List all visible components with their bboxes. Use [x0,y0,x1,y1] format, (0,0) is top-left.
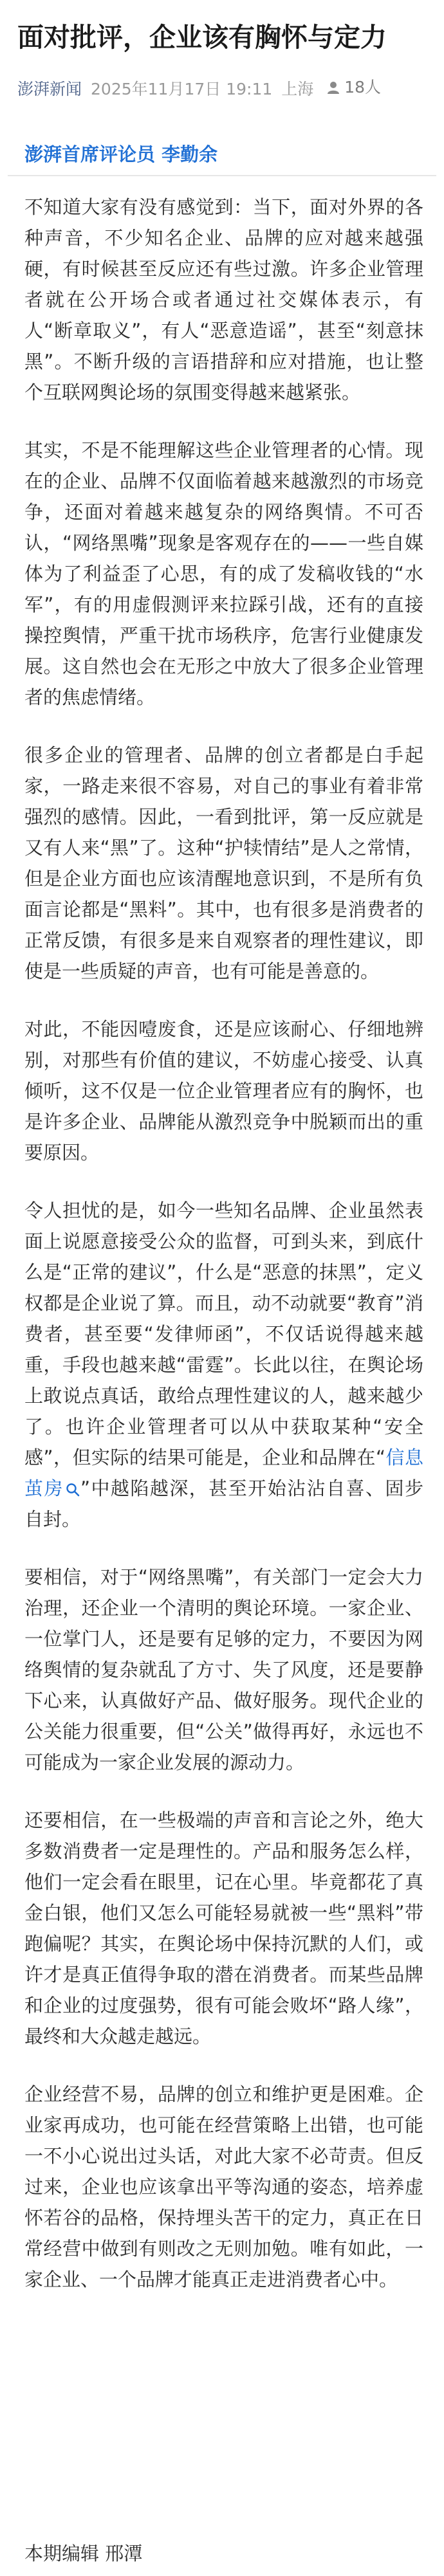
paragraph-4: 对此，不能因噎废食，还是应该耐心、仔细地辨别，对那些有价值的建议，不妨虚心接受、认真倾听，这不仅是一位企业管理者应有的胸怀，也是许多企业、品牌能从激烈竞争中脱颖而出的重要原因。 [24,1018,423,1164]
publish-date: 2025年11月17日 19:11 [91,80,273,98]
article-body [24,192,423,2322]
paragraph-3: 很多企业的管理者、品牌的创立者都是白手起家，一路走来很不容易，对自己的事业有着非常强烈的感情。因此，一看到批评，第一反应就是又有人来“黑”了。这种“护犊情结”是人之常情，但是企业方面也应该清醒地意识到，不是所有负面言论都是“黑料”。其中，也有很多是消费者的正常反馈，有很多是来自观察者的理性建议，即使是一些质疑的声音，也有可能是善意的。 [24,744,423,982]
paragraph-2: 其实，不是不能理解这些企业管理者的心情。现在的企业、品牌不仅面临着越来越激烈的市场竞争，还面对着越来越复杂的网络舆情。不可否认，“网络黑嘴”现象是客观存在的——一些自媒体为了利益歪了心思，有的成了发稿收钱的“水军”，有的用虚假测评来拉踩引战，还有的直接操控舆情，严重干扰市场秩序，危害行业健康发展。这自然也会在无形之中放大了很多企业管理者的焦虑情绪。 [24,439,423,708]
editor-credit: 本期编辑 邢潭 [24,2543,143,2564]
view-count [326,75,381,100]
paragraph-1: 不知道大家有没有感觉到：当下，面对外界的各种声音，不少知名企业、品牌的应对越来越强硬，有时候甚至反应还有些过激。许多企业管理者就在公开场合或者通过社交媒体表示，有人“断章取义”，有人“恶意造谣”，甚至“刻意抹黑”。不断升级的言语措辞和应对措施，也让整个互联网舆论场的氛围变得越来越紧张。 [24,196,423,403]
paragraph-5-text: 令人担忧的是，如今一些知名品牌、企业虽然表面上说愿意接受公众的监督，可到头来，到底什么是“正常的建议”，什么是“恶意的抹黑”，定义权都是企业说了算。而且，动不动就要“教育”消费者，甚至要“发律师函”，不仅话说得越来越重，手段也越来越“雷霆”。长此以往，在舆论场上敢说点真话，敢给点理性建议的人，越来越少了。也许企业管理者可以从中获取某种“安全感”，但实际的结果可能是，企业和品牌在“ [24,1200,423,1468]
paragraph-7: 还要相信，在一些极端的声音和言论之外，绝大多数消费者一定是理性的。产品和服务怎么样，他们一定会看在眼里，记在心里。毕竟都花了真金白银，他们又怎么可能轻易就被一些“黑料”带跑偏呢？其实，在舆论场中保持沉默的人们，或许才是真正值得争取的潜在消费者。而某些品牌和企业的过度强势，很有可能会败坏“路人缘”，最终和大众越走越远。 [24,1809,423,2047]
search-icon[interactable] [65,1482,80,1497]
person-icon [326,80,340,95]
view-count-text: 18人 [344,78,382,96]
divider [8,175,436,176]
paragraph-8: 企业经营不易，品牌的创立和维护更是困难。企业家再成功，也可能在经营策略上出错，也可能一不小心说出过头话，对此大家不必苛责。但反过来，企业也应该拿出平等沟通的姿态，培养虚怀若谷的品格，保持埋头苦干的定力，真正在日常经营中做到有则改之无则加勉。唯有如此，一家企业、一个品牌才能真正走进消费者心中。 [24,2083,423,2290]
article-title: 面对批评，企业该有胸怀与定力 [17,22,387,53]
paragraph-5-tail: ”中越陷越深，甚至开始沾沾自喜、固步自封。 [24,1477,423,1530]
publish-location: 上海 [281,80,314,98]
paragraph-6: 要相信，对于“网络黑嘴”，有关部门一定会大力治理，还企业一个清明的舆论环境。一家企业、一位掌门人，还是要有足够的定力，不要因为网络舆情的复杂就乱了方寸、失了风度，还是要静下心来，认真做好产品、做好服务。现代企业的公关能力很重要，但“公关”做得再好，永远也不可能成为一家企业发展的源动力。 [24,1566,423,1773]
article-meta [17,75,429,100]
author-byline[interactable]: 澎湃首席评论员 李勤余 [24,143,218,165]
source-name[interactable]: 澎湃新闻 [17,80,82,98]
search-link-text[interactable]: 信息茧房 [24,1447,423,1499]
paragraph-5 [24,1195,423,1535]
